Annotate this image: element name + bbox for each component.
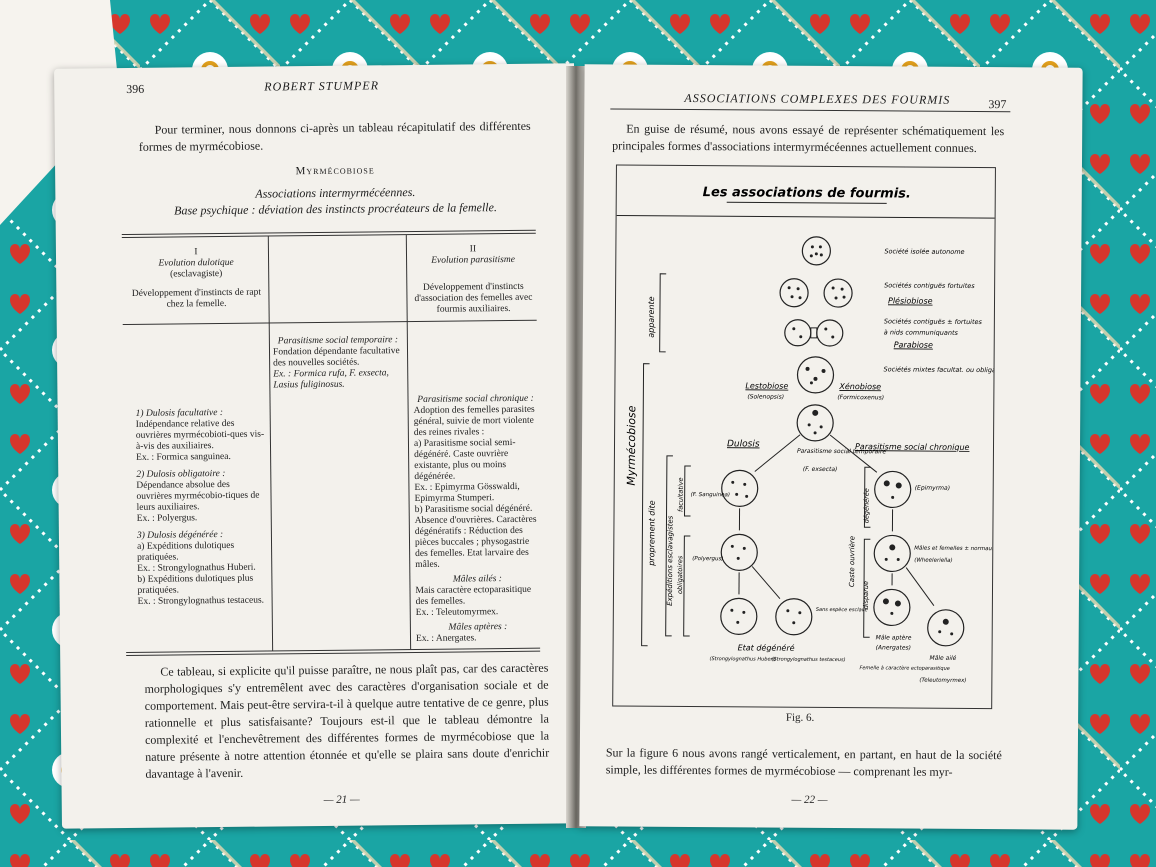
label-male-aptere: Mâle aptère [875, 634, 912, 642]
table-col-divider-1 [268, 237, 273, 651]
circle-dulosis-1 [722, 470, 758, 506]
left-footer: — 21 — [323, 793, 360, 806]
dulosis-cell [136, 402, 268, 608]
circle-wheeleriella [874, 535, 910, 571]
left-running-head: ROBERT STUMPER [264, 78, 380, 94]
intro-paragraph: Pour terminer, nous donnons ci-après un tableau récapitulatif des différentes formes de myrmécobiose. [138, 118, 531, 154]
dulosis-line: Ex. : Formica sanguinea. [136, 451, 231, 463]
label-pst: Parasitisme social temporaire [796, 447, 887, 456]
col1-header [128, 247, 265, 311]
label-myrmecobiose: Myrmécobiose [624, 405, 639, 486]
chronique-line: Parasitisme social chronique : [417, 393, 534, 405]
label-facultative: facultative [676, 477, 685, 512]
label-testaceus: (Strongylognathus testaceus) [771, 656, 846, 664]
dulosis-line: 1) Dulosis facultative : [135, 407, 224, 419]
figure-6-diagram [613, 165, 995, 708]
table-mid-rule [123, 320, 537, 325]
label-fexsecta: (F. exsecta) [802, 465, 838, 474]
label-teleutomyrmex: (Teleutomyrmex) [919, 677, 967, 684]
figure-title: Les associations de fourmis. [702, 185, 911, 202]
col3-header [410, 244, 537, 316]
right-running-head: ASSOCIATIONS COMPLEXES DES FOURMIS [684, 90, 951, 107]
circle-plesio-2 [824, 279, 852, 307]
label-psc: Parasitisme social chronique [854, 442, 970, 452]
col1-title: Evolution dulotique [158, 257, 234, 269]
label-contigues2: Sociétés contiguës ± fortuites [883, 317, 982, 327]
label-proprement: proprement dite [647, 500, 657, 566]
label-sans: Sans espèce esclave [815, 606, 868, 614]
circle-dulosis-2 [721, 534, 757, 570]
circle-teleutomyrmex [928, 610, 964, 646]
label-males: Mâles et femelles ± normaux [914, 545, 995, 553]
col1-desc: Développement d'instincts de rapt chez la femelle. [131, 287, 262, 310]
circle-para-1 [785, 320, 811, 346]
chronique-cell [413, 394, 540, 645]
circle-plesio-1 [780, 279, 808, 307]
right-page-number: 397 [988, 97, 1007, 112]
label-contigues: Sociétés contiguës fortuites [884, 281, 975, 290]
chronique-line: Mâles ailés : [452, 574, 502, 585]
right-page [579, 64, 1082, 829]
temporaire-cell [273, 335, 404, 391]
dulosis-line: Ex. : Strongylognathus testaceus. [137, 595, 265, 607]
figure-caption: Fig. 6. [785, 711, 815, 724]
label-sanguinea: (F. Sanguinea) [690, 492, 731, 499]
label-isolee: Société isolée autonome [884, 247, 965, 256]
dulosis-line: a) Expéditions dulotiques pratiquées. [136, 540, 235, 563]
figure-6 [612, 164, 996, 709]
chronique-line: Ex. : Anergates. [415, 633, 477, 644]
label-wheeleriella: (Wheeleriella) [914, 557, 953, 564]
label-parabiose: Parabiose [893, 340, 933, 350]
label-degeneree: dégénérée [862, 488, 871, 524]
chronique-line: Ex. : Epimyrma Gösswaldi, Epimyrma Stumperi. [414, 481, 520, 504]
label-mixtes: Sociétés mixtes facultat. ou obligat [883, 365, 995, 375]
label-epimyrma: (Epimyrma) [914, 484, 951, 492]
dulosis-line: Ex. : Polyergus. [136, 513, 198, 524]
label-dulosis: Dulosis [726, 439, 760, 450]
dulosis-line: b) Expéditions dulotiques plus pratiquées. [137, 573, 254, 596]
dulosis-line: Ex. : Strongylognathus Huberi. [137, 562, 256, 574]
circle-mixtes [797, 357, 833, 393]
col3-num: II [469, 244, 477, 255]
label-anergates: (Anergates) [875, 644, 912, 652]
chronique-line: Ex. : Teleutomyrmex. [415, 607, 499, 618]
label-lestobiose: Lestobiose [745, 381, 789, 391]
circle-testaceus [776, 599, 812, 635]
label-male-aile: Mâle ailé [929, 654, 957, 662]
chronique-line: Mâles aptères : [448, 622, 508, 633]
right-intro-paragraph: En guise de résumé, nous avons essayé de représenter schématiquement les principales formes d'associations intermyrmécéennes actuellement connues. [612, 121, 1005, 156]
temporaire-ex: Ex. : Formica rufa, F. exsecta, Lasius fuliginosus. [273, 368, 389, 391]
label-disparue: disparue [861, 581, 871, 610]
chronique-line: b) Parasitisme social dégénéré. Absence d'ouvrières. Caractères dégénératifs : Réduction des pièces buccales ; physogastrie des femelles. Etat larvaire des mâles. [414, 503, 537, 570]
label-etat: Etat dégénéré [737, 643, 795, 653]
chronique-line: a) Parasitisme social semi-dégénéré. Caste ouvrière existante, plus ou moins dégénérée. [413, 437, 516, 482]
label-xenobiose: Xénobiose [839, 382, 882, 392]
right-footer: — 22 — [791, 793, 828, 806]
circle-epimyrma [875, 471, 911, 507]
right-outro-paragraph: Sur la figure 6 nous avons rangé verticalement, en partant, en haut de la société simple, les différentes formes de myrmécobiose — comprenant les myr- [605, 745, 1002, 779]
circle-anergates [874, 589, 910, 625]
temporaire-title: Parasitisme social temporaire : [277, 335, 399, 347]
label-femelle: Femelle à caractère ectoparasitique [859, 665, 950, 672]
dulosis-line: 2) Dulosis obligatoire : [136, 468, 226, 480]
label-huberi: (Strongylognathus Huberi) [709, 656, 776, 663]
chronique-line: Mais caractère ectoparasitique des femelles. [415, 584, 532, 607]
col3-title: Evolution parasitisme [431, 254, 515, 266]
table-subtitle-2: Base psychique : déviation des instincts procréateurs de la femelle. [174, 200, 497, 218]
col3-desc: Développement d'instincts d'association des femelles avec fourmis auxiliaires. [414, 281, 533, 315]
label-formicoxenus: (Formicoxenus) [837, 394, 885, 402]
dulosis-line: Indépendance relative des ouvrières myrmécobioti-ques vis-à-vis des auxiliaires. [135, 418, 265, 452]
temporaire-body: Fondation dépendante facultative des nouvelles sociétés. [272, 346, 400, 369]
col1-sub: (esclavagiste) [170, 268, 223, 280]
label-caste: Caste ouvrière [848, 535, 857, 588]
label-polyergus: (Polyergus) [692, 556, 724, 563]
conclusion-paragraph: Ce tableau, si explicite qu'il puisse paraître, ne nous plaît pas, car des caractères morphologiques s'y entremêlent avec des caractères d'organisation sociale et de comportement. Mais peut-être servira-t-il à quelque autre tentative de ce genre, plus rationnelle et plus satisfaisante? Toujours est-il que le tableau démontre la complexité et l'enchevêtrement des différentes formes de myrmécobiose que la nature présente à notre attention étonnée et qu'elle se plaira sans doute d'enrichir davantage à l'avenir. [144, 660, 550, 781]
left-page-number: 396 [126, 81, 145, 96]
header-rule [610, 108, 1010, 112]
left-page [54, 63, 582, 828]
table-subtitle-1: Associations intermyrmécéennes. [255, 184, 416, 201]
dulosis-line: 3) Dulosis dégénérée : [136, 529, 224, 541]
col1-num: I [194, 247, 198, 258]
circle-isolee [802, 237, 830, 265]
dulosis-line: Dépendance absolue des ouvrières myrmécobio-tiques de leurs auxiliaires. [136, 479, 260, 513]
circle-para-2 [817, 320, 843, 346]
label-solenopsis: (Solenopsis) [747, 393, 785, 401]
label-plesiobiose: Plésiobiose [887, 296, 933, 306]
label-apparente: apparente [646, 296, 657, 338]
label-nids: à nids communiquants [883, 328, 958, 337]
label-expeditions: Expéditions esclavagistes [665, 515, 675, 606]
chronique-line: Adoption des femelles parasites général, suivie de mort violente des reines rivales : [413, 404, 535, 438]
circle-huberi [721, 598, 757, 634]
label-obligatoires: obligatoires [675, 555, 685, 594]
table-title: Myrmécobiose [295, 164, 375, 178]
